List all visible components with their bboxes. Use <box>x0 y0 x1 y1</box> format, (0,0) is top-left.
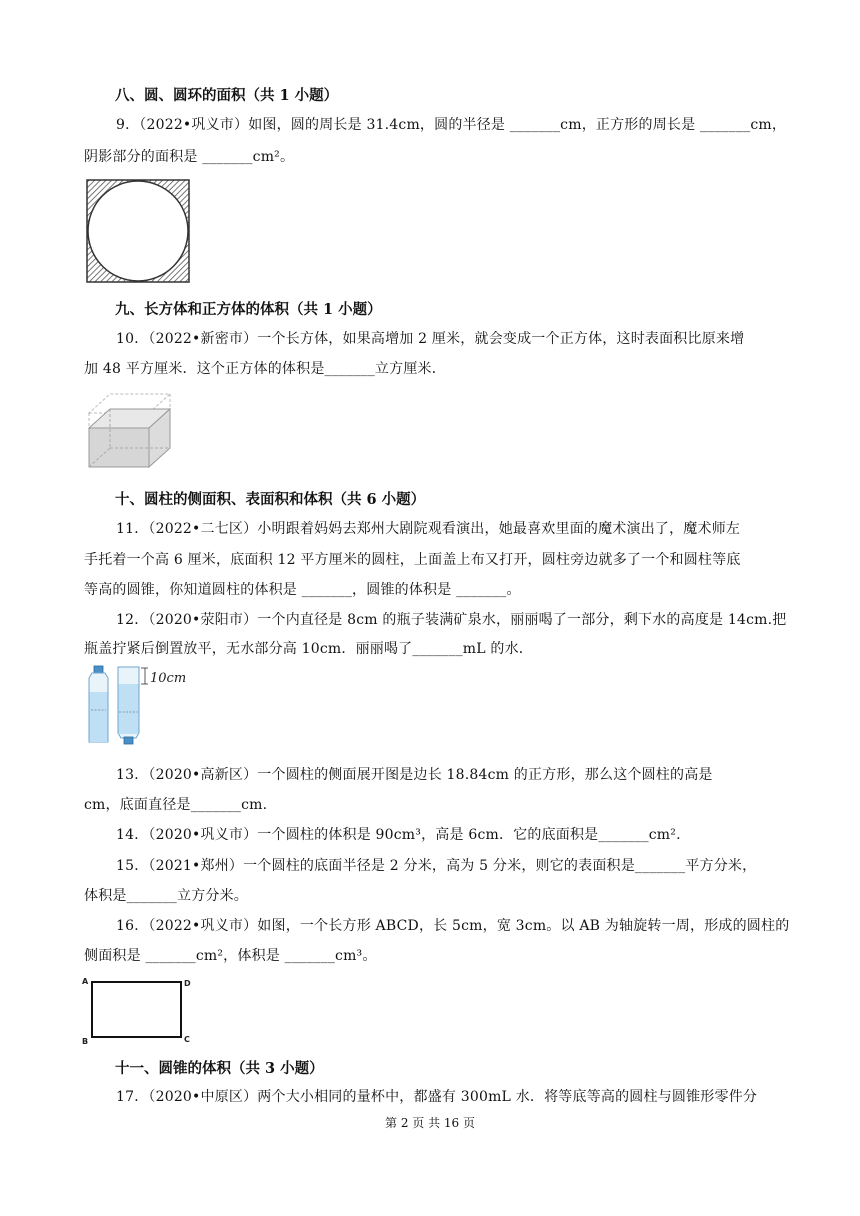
water-bottle-figure <box>86 664 196 746</box>
section-title: 十、圆柱的侧面积、表面积和体积（共 6 小题） <box>115 491 426 508</box>
question-17-line-1: 17．（2020•中原区）两个大小相同的量杯中，都盛有 300mL 水．将等底等高的圆柱与圆锥形零件分 <box>116 1089 758 1105</box>
question-13-line-1: 13．（2020•高新区）一个圆柱的侧面展开图是边长 18.84cm 的正方形，那么这个圆柱的高是 <box>116 767 713 783</box>
question-15-line-1: 15．（2021•郑州）一个圆柱的底面半径是 2 分米，高为 5 分米，则它的表面积是_______平方分米， <box>116 858 757 874</box>
question-9-line-1: 9．（2022•巩义市）如图，圆的周长是 31.4cm，圆的半径是 _______cm，正方形的周长是 _______cm， <box>116 117 787 133</box>
circle-in-square-figure <box>85 178 191 284</box>
question-11-line-3: 等高的圆锥，你知道圆柱的体积是 _______，圆锥的体积是 _______。 <box>84 582 521 598</box>
question-14-line-1: 14．（2020•巩义市）一个圆柱的体积是 90cm³，高是 6cm．它的底面积是_______cm². <box>116 827 681 843</box>
question-16-line-1: 16．（2022•巩义市）如图，一个长方形 ABCD，长 5cm，宽 3cm。以 AB 为轴旋转一周，形成的圆柱的 <box>116 918 790 934</box>
section-title: 八、圆、圆环的面积（共 1 小题） <box>115 87 339 104</box>
question-12-line-2: 瓶盖拧紧后倒置放平，无水部分高 10cm．丽丽喝了_______mL 的水． <box>84 641 534 657</box>
vertex-d-label: D <box>184 979 191 988</box>
question-12-line-1: 12．（2020•荥阳市）一个内直径是 8cm 的瓶子装满矿泉水，丽丽喝了一部分，剩下水的高度是 14cm.把 <box>116 612 787 628</box>
section-title: 九、长方体和正方体的体积（共 1 小题） <box>115 301 382 318</box>
rectangle-abcd-figure <box>80 974 196 1046</box>
page-footer: 第 2 页 共 16 页 <box>385 1116 475 1130</box>
cuboid-figure <box>86 388 174 470</box>
section-title: 十一、圆锥的体积（共 3 小题） <box>115 1060 324 1077</box>
question-15-line-2: 体积是_______立方分米。 <box>84 888 248 904</box>
bottle-height-label: 10cm <box>150 671 187 686</box>
question-16-line-2: 侧面积是 _______cm²，体积是 _______cm³。 <box>84 948 377 964</box>
vertex-c-label: C <box>184 1035 190 1044</box>
vertex-a-label: A <box>82 977 89 986</box>
question-11-line-1: 11．（2022•二七区）小明跟着妈妈去郑州大剧院观看演出，她最喜欢里面的魔术演出了，魔术师左 <box>116 521 741 537</box>
question-10-line-2: 加 48 平方厘米．这个正方体的体积是_______立方厘米． <box>84 361 446 377</box>
question-10-line-1: 10．（2022•新密市）一个长方体，如果高增加 2 厘米，就会变成一个正方体，这时表面积比原来增 <box>116 331 745 347</box>
vertex-b-label: B <box>82 1037 89 1046</box>
question-11-line-2: 手托着一个高 6 厘米，底面积 12 平方厘米的圆柱，上面盖上布又打开，圆柱旁边就多了一个和圆柱等底 <box>84 552 741 568</box>
question-13-line-2: cm，底面直径是_______cm. <box>84 797 268 813</box>
question-9-line-2: 阴影部分的面积是 _______cm²。 <box>84 149 295 165</box>
